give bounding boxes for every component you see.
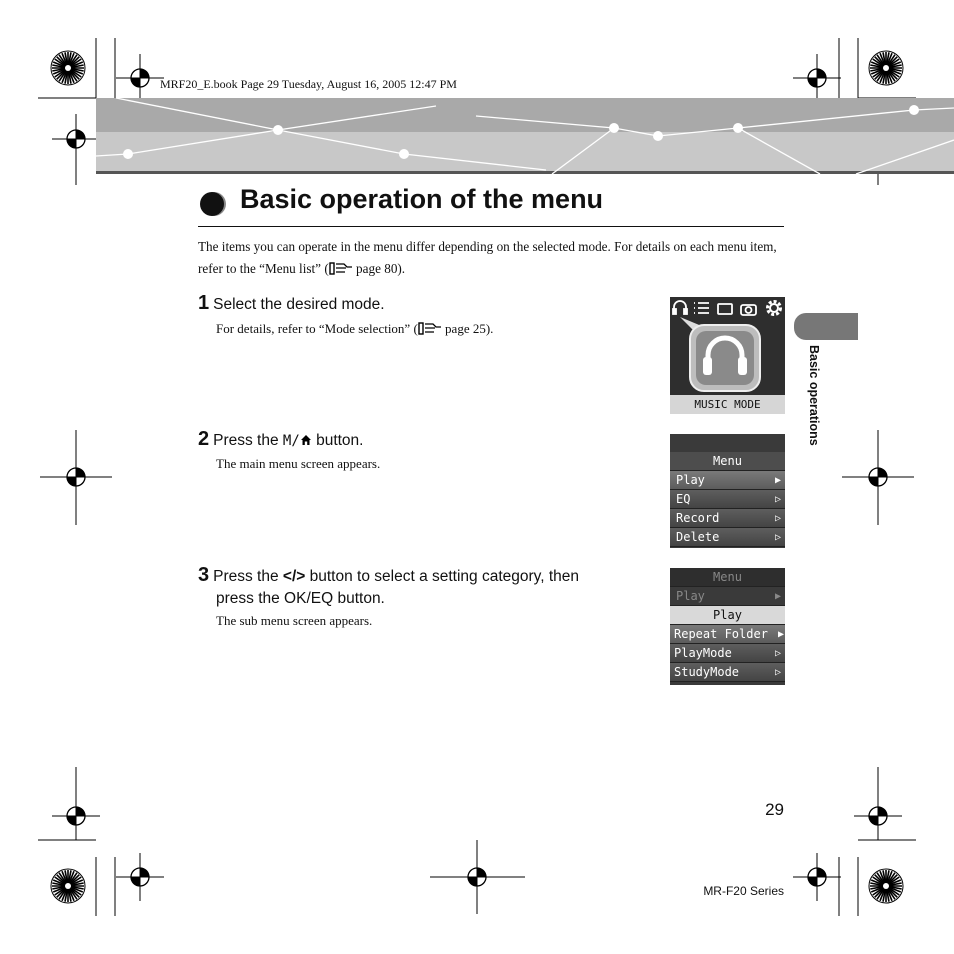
step-2-description: The main menu screen appears. — [216, 456, 381, 471]
menu-item-eq[interactable]: EQ ▷ — [670, 490, 785, 509]
side-tab — [794, 313, 858, 340]
book-reference-icon — [418, 322, 442, 335]
step-3-description: The sub menu screen appears. — [216, 613, 373, 628]
sub-menu-screen — [670, 568, 785, 685]
menu-header: Menu — [670, 568, 785, 587]
left-right-button-label: </> — [282, 568, 306, 585]
arrow-right-icon: ▷ — [774, 513, 781, 524]
arrow-right-icon: ▶ — [777, 629, 784, 640]
step-3-continued: press the OK/EQ button. — [216, 590, 385, 607]
m-home-button-label: M/ — [282, 433, 300, 449]
step-1 — [198, 292, 638, 315]
home-icon — [300, 434, 312, 446]
step-number: 2 — [198, 428, 210, 450]
step-number: 1 — [198, 292, 210, 314]
starburst-icon — [869, 51, 903, 85]
starburst-icon — [51, 51, 85, 85]
side-tab-label: Basic operations — [807, 345, 821, 446]
section-header — [198, 184, 784, 227]
main-menu-screen — [670, 434, 785, 548]
arrow-right-icon: ▷ — [774, 494, 781, 505]
arrow-right-icon: ▷ — [774, 532, 781, 543]
mode-label: MUSIC MODE — [670, 395, 785, 414]
menu-item-play[interactable]: Play ▶ — [670, 471, 785, 490]
series-name: MR-F20 Series — [703, 884, 784, 898]
step-2: 2 Press the M/ button. — [198, 428, 364, 450]
submenu-header: Play — [670, 606, 785, 625]
arrow-right-icon: ▶ — [774, 591, 781, 602]
menu-header: Menu — [670, 452, 785, 471]
circle-bullet-icon — [200, 190, 232, 218]
mode-screen — [670, 297, 785, 414]
page-number: 29 — [765, 800, 784, 819]
menu-item-repeat-folder[interactable]: Repeat Folder ▶ — [670, 625, 785, 644]
menu-item-studymode[interactable]: StudyMode ▷ — [670, 663, 785, 682]
intro-paragraph: The items you can operate in the menu differ depending on the selected mode. For details on each menu item, refer to the “Menu list” ( page 80). — [198, 239, 777, 276]
arrow-right-icon: ▷ — [774, 648, 781, 659]
menu-item-playmode[interactable]: PlayMode ▷ — [670, 644, 785, 663]
starburst-icon — [51, 869, 85, 903]
header-banner — [96, 98, 954, 174]
step-1-description: For details, refer to “Mode selection” ( page 25). — [216, 321, 494, 336]
arrow-right-icon: ▷ — [774, 667, 781, 678]
step-title: Select the desired mode. — [213, 296, 385, 313]
page-title: Basic operation of the menu — [240, 184, 604, 214]
step-number: 3 — [198, 564, 210, 586]
menu-item-play-dimmed: Play ▶ — [670, 587, 785, 606]
menu-item-delete[interactable]: Delete ▷ — [670, 528, 785, 547]
menu-item-record[interactable]: Record ▷ — [670, 509, 785, 528]
arrow-right-icon: ▶ — [774, 475, 781, 486]
book-reference-icon — [329, 262, 353, 275]
starburst-icon — [869, 869, 903, 903]
step-3: 3 Press the </> button to select a setting category, then — [198, 564, 580, 586]
file-info-header: MRF20_E.book Page 29 Tuesday, August 16, 2005 12:47 PM — [160, 77, 457, 91]
